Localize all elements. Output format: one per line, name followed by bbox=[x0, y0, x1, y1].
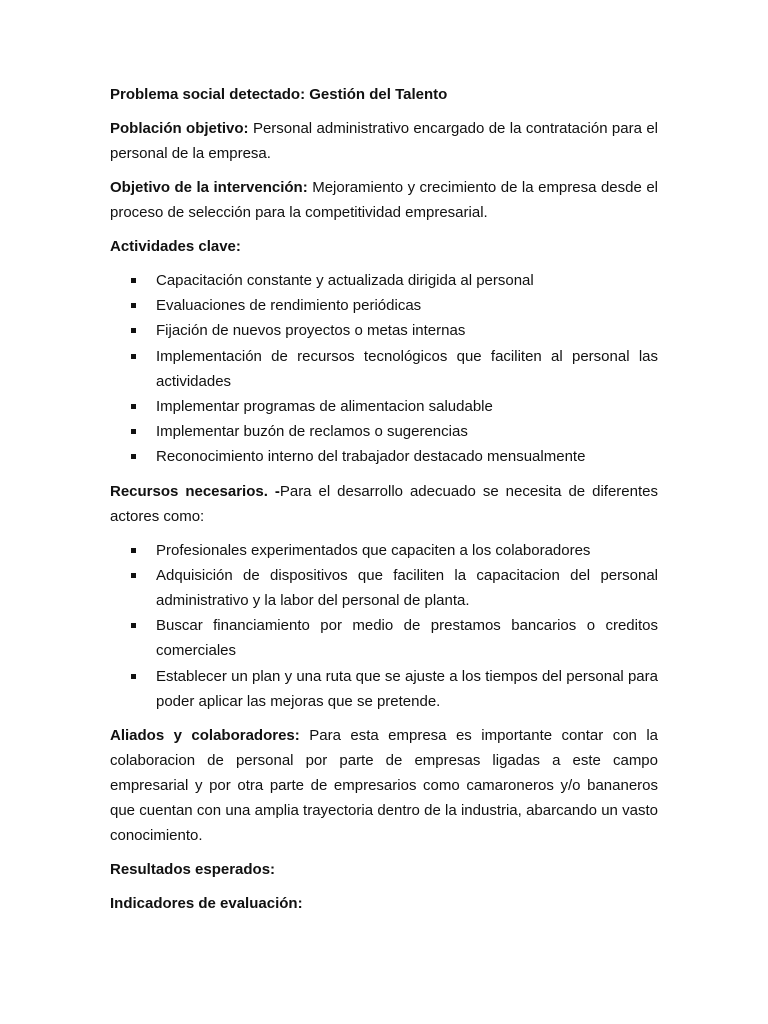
problem-heading: Problema social detectado: Gestión del Talento bbox=[110, 86, 448, 103]
list-item bbox=[110, 344, 658, 394]
list-item bbox=[110, 419, 658, 444]
list-item bbox=[110, 664, 658, 714]
square-bullet-icon bbox=[131, 328, 136, 333]
square-bullet-icon bbox=[131, 303, 136, 308]
population-text: Personal administrativo encargado de la contratación para el personal de la empresa. bbox=[110, 120, 658, 162]
allies-text: Para esta empresa es importante contar con la colaboracion de personal por parte de empresas ligadas a este campo empresarial y por otra parte de empresarios como camaroneros y/o bananeros que cuentan con una amplia trayectoria dentro de la industria, abarcando un vasto conocimiento. bbox=[110, 727, 659, 845]
allies-paragraph bbox=[110, 723, 658, 848]
list-item-text: Fijación de nuevos proyectos o metas internas bbox=[156, 322, 466, 340]
square-bullet-icon bbox=[131, 429, 136, 434]
objective-paragraph bbox=[110, 175, 658, 225]
square-bullet-icon bbox=[131, 404, 136, 409]
list-item bbox=[110, 394, 658, 419]
list-item bbox=[110, 293, 658, 318]
objective-label: Objetivo de la intervención: bbox=[110, 179, 308, 196]
list-item bbox=[110, 563, 658, 613]
resources-paragraph bbox=[110, 479, 658, 529]
square-bullet-icon bbox=[131, 278, 136, 283]
population-label: Población objetivo: bbox=[110, 120, 249, 137]
results-heading: Resultados esperados: bbox=[110, 861, 276, 879]
list-item-text: Profesionales experimentados que capaciten a los colaboradores bbox=[156, 541, 591, 559]
list-item bbox=[110, 613, 658, 663]
list-item-text: Implementar buzón de reclamos o sugerencias bbox=[156, 423, 468, 441]
list-item-text: Implementar programas de alimentacion saludable bbox=[156, 398, 493, 416]
list-item-text: Adquisición de dispositivos que faciliten la capacitacion del personal administrativo y la labor del personal de planta. bbox=[156, 566, 658, 610]
list-item-text: Evaluaciones de rendimiento periódicas bbox=[156, 297, 422, 315]
square-bullet-icon bbox=[131, 573, 136, 578]
resources-text: Para el desarrollo adecuado se necesita de diferentes actores como: bbox=[110, 482, 658, 525]
document-body bbox=[110, 82, 658, 925]
square-bullet-icon bbox=[131, 674, 136, 679]
square-bullet-icon bbox=[131, 454, 136, 459]
square-bullet-icon bbox=[131, 548, 136, 553]
list-item-text: Implementación de recursos tecnológicos que faciliten al personal las actividades bbox=[156, 347, 658, 390]
list-item bbox=[110, 318, 658, 343]
square-bullet-icon bbox=[131, 623, 136, 628]
list-item-text: Reconocimiento interno del trabajador destacado mensualmente bbox=[156, 448, 586, 466]
allies-label: Aliados y colaboradores: bbox=[110, 727, 300, 745]
list-item bbox=[110, 538, 658, 563]
list-item-text: Buscar financiamiento por medio de prestamos bancarios o creditos comerciales bbox=[156, 617, 658, 660]
objective-text: Mejoramiento y crecimiento de la empresa desde el proceso de selección para la competitividad empresarial. bbox=[110, 179, 658, 221]
list-item-text: Establecer un plan y una ruta que se ajuste a los tiempos del personal para poder aplicar las mejoras que se pretende. bbox=[156, 667, 658, 710]
list-item bbox=[110, 444, 658, 469]
resources-list bbox=[110, 538, 658, 714]
square-bullet-icon bbox=[131, 354, 136, 359]
activities-list bbox=[110, 268, 658, 470]
resources-label: Recursos necesarios. - bbox=[110, 482, 280, 500]
activities-heading: Actividades clave: bbox=[110, 238, 241, 255]
indicators-heading: Indicadores de evaluación: bbox=[110, 895, 303, 913]
list-item-text: Capacitación constante y actualizada dirigida al personal bbox=[156, 272, 534, 289]
population-paragraph bbox=[110, 116, 658, 166]
list-item bbox=[110, 268, 658, 293]
